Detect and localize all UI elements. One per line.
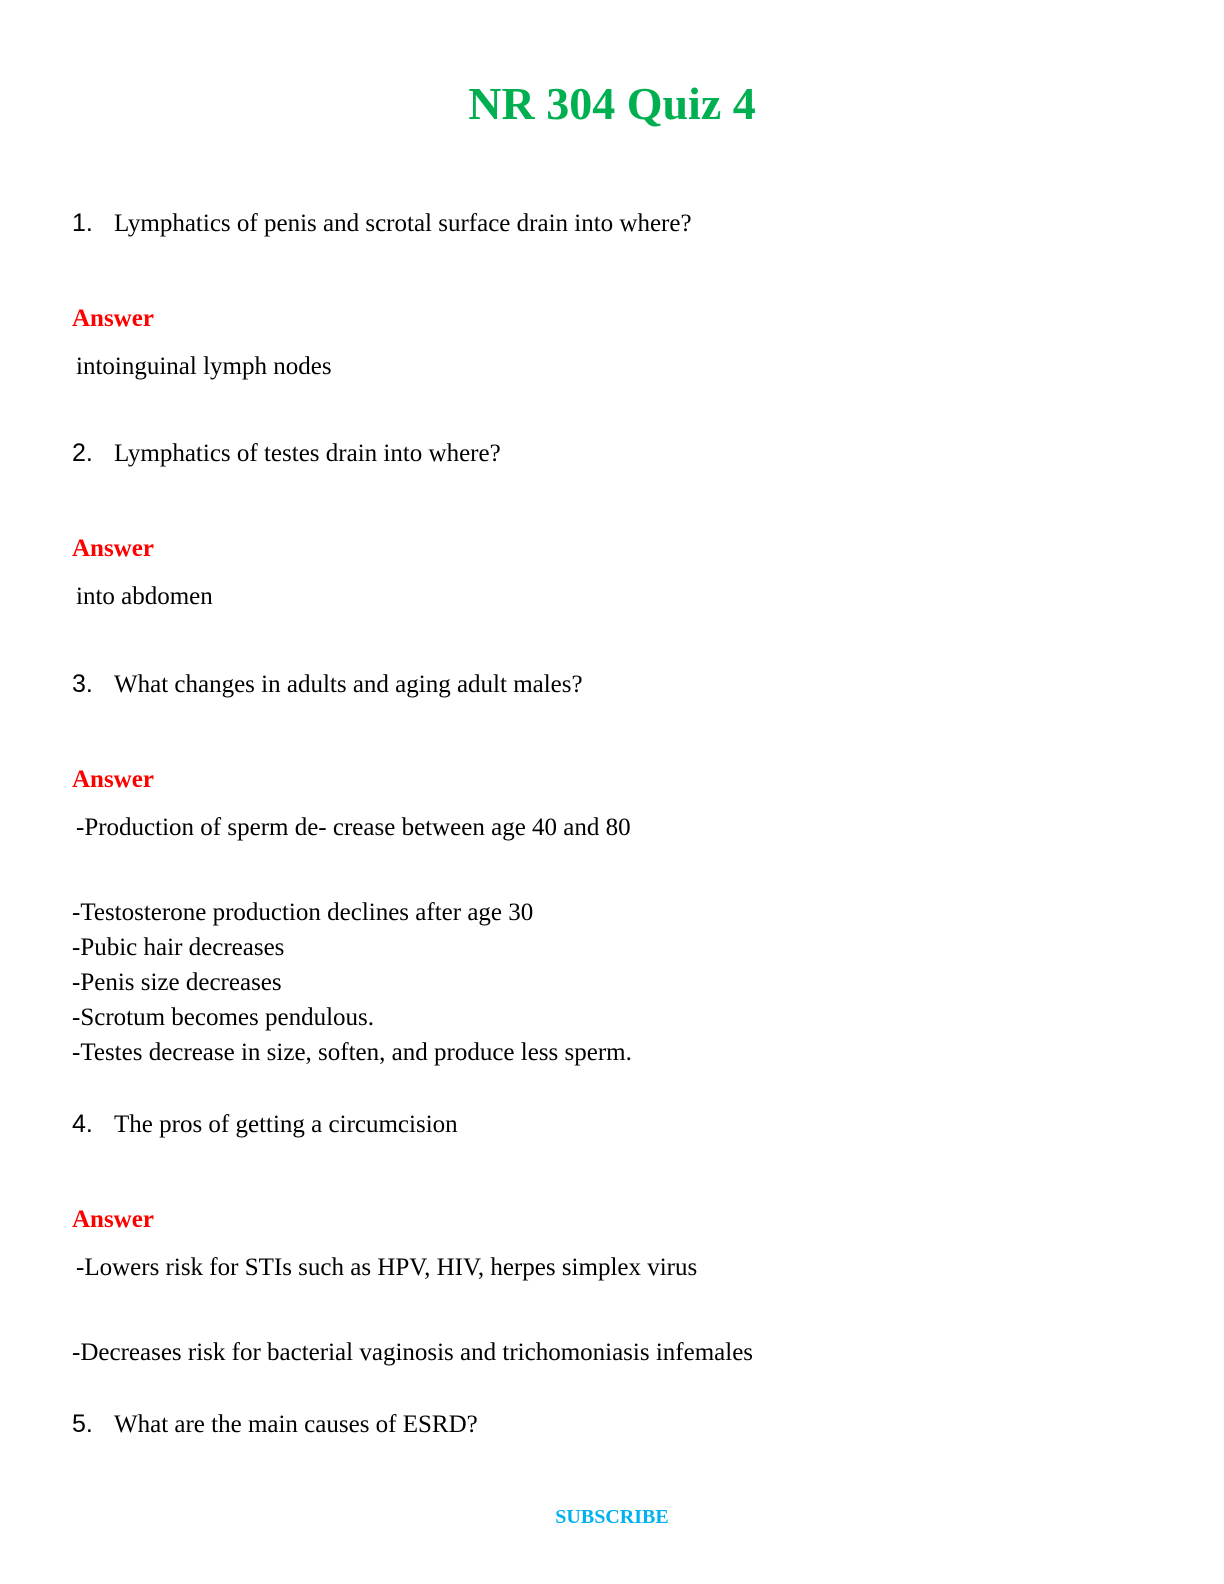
question-text: Lymphatics of penis and scrotal surface drain into where? xyxy=(114,210,692,237)
subscribe-link[interactable]: SUBSCRIBE xyxy=(555,1506,669,1528)
question-text: The pros of getting a circumcision xyxy=(114,1111,458,1138)
answer-text: into abdomen xyxy=(76,583,213,610)
question-text: Lymphatics of testes drain into where? xyxy=(114,440,501,467)
question-1 xyxy=(72,206,692,241)
answer-label: Answer xyxy=(72,766,154,793)
question-number: 4. xyxy=(72,1110,93,1138)
answer-text: -Testes decrease in size, soften, and produce less sperm. xyxy=(72,1039,632,1066)
answer-label: Answer xyxy=(72,535,154,562)
answer-text: -Decreases risk for bacterial vaginosis and trichomoniasis infemales xyxy=(72,1339,754,1366)
answer-text: -Penis size decreases xyxy=(72,969,282,996)
question-text: What changes in adults and aging adult males? xyxy=(114,671,583,698)
answer-text: -Lowers risk for STIs such as HPV, HIV, herpes simplex virus xyxy=(76,1254,698,1281)
answer-text: -Pubic hair decreases xyxy=(72,934,285,961)
answer-text: -Production of sperm de- crease between age 40 and 80 xyxy=(76,814,631,841)
question-number: 2. xyxy=(72,439,93,467)
question-number: 3. xyxy=(72,670,93,698)
question-4 xyxy=(72,1107,458,1142)
answer-text: -Testosterone production declines after age 30 xyxy=(72,899,534,926)
answer-label: Answer xyxy=(72,1206,154,1233)
question-number: 1. xyxy=(72,209,93,237)
question-2 xyxy=(72,436,501,471)
answer-text: intoinguinal lymph nodes xyxy=(76,353,332,380)
page-title: NR 304 Quiz 4 xyxy=(468,78,756,129)
question-3 xyxy=(72,667,583,702)
question-number: 5. xyxy=(72,1410,93,1438)
question-5 xyxy=(72,1407,478,1442)
answer-label: Answer xyxy=(72,305,154,332)
answer-text: -Scrotum becomes pendulous. xyxy=(72,1004,375,1031)
question-text: What are the main causes of ESRD? xyxy=(114,1411,478,1438)
